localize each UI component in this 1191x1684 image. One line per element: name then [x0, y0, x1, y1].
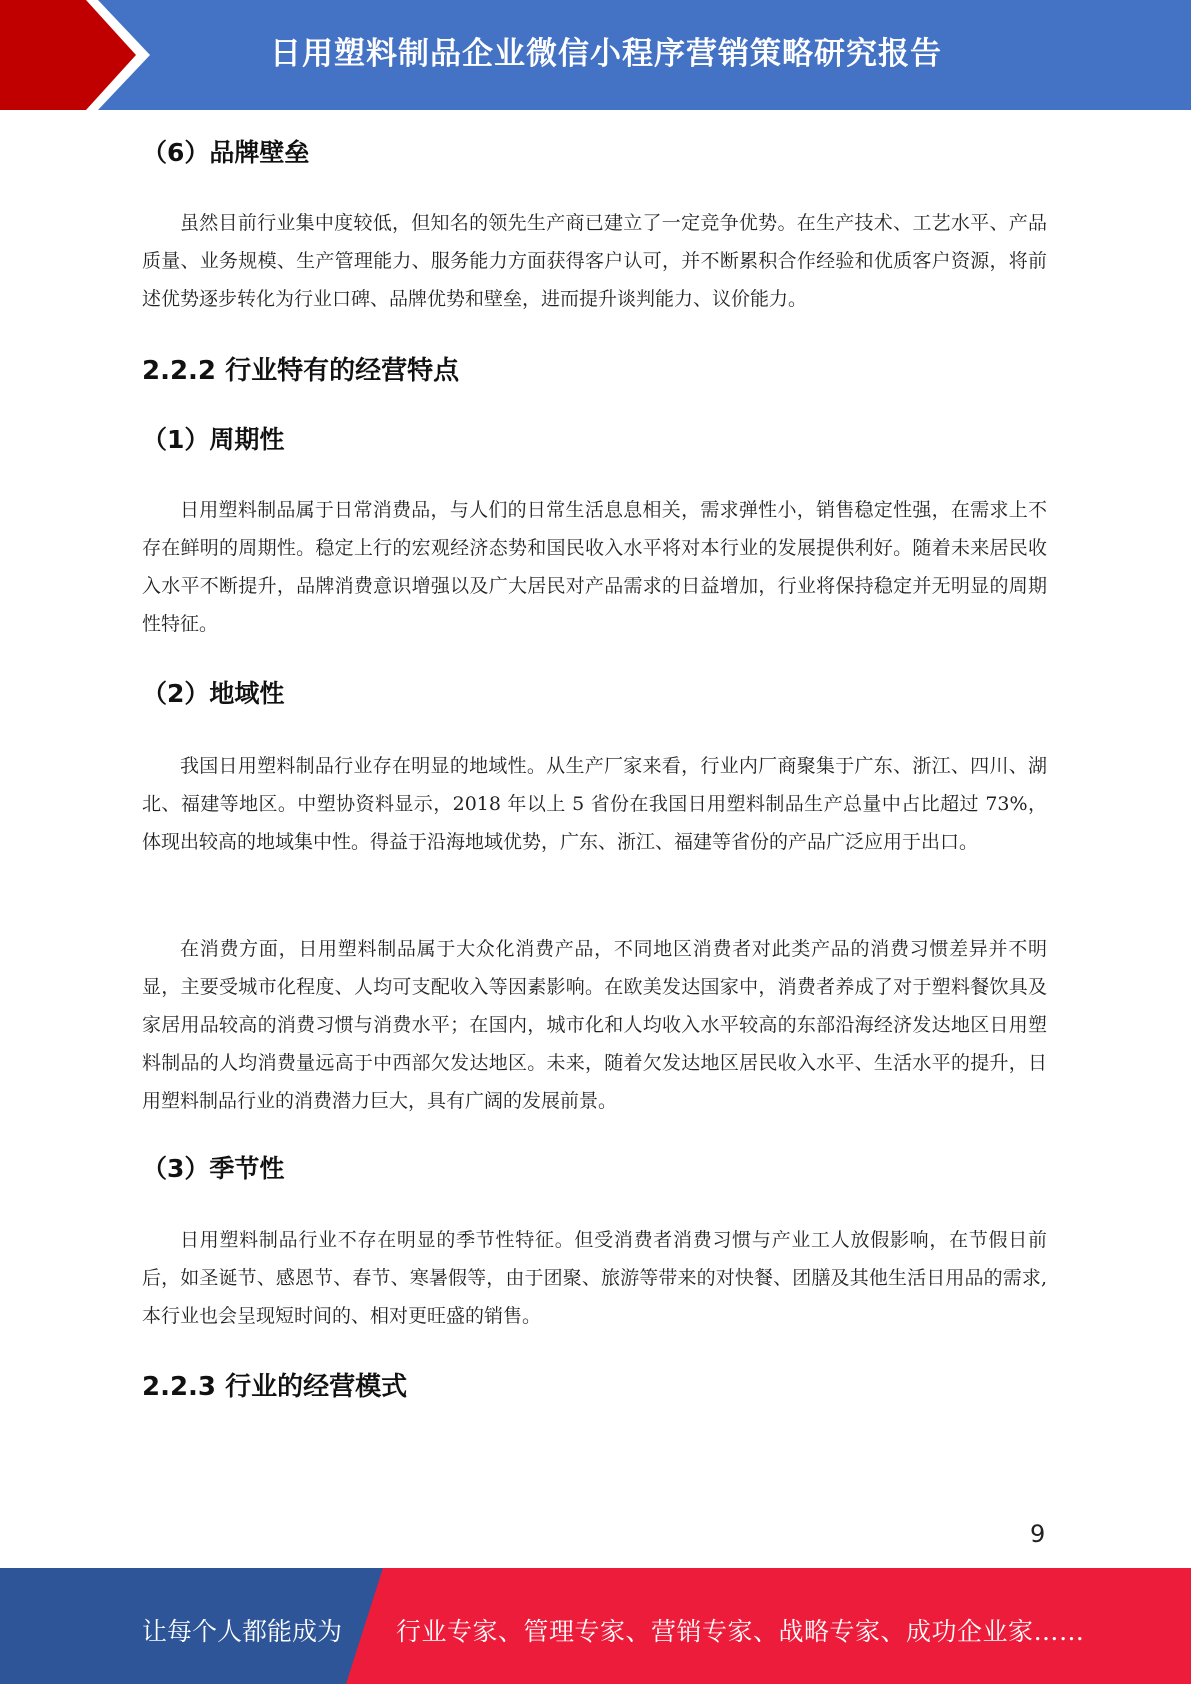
page-number: 9 — [1030, 1520, 1046, 1548]
heading-brand-barrier: （6）品牌壁垒 — [142, 138, 310, 167]
heading-2-2-2: 2.2.2 行业特有的经营特点 — [142, 356, 460, 386]
footer-slogan-right: 行业专家、管理专家、营销专家、战略专家、成功企业家…… — [396, 1617, 1085, 1646]
heading-periodicity: （1）周期性 — [142, 425, 285, 454]
heading-regional: （2）地域性 — [142, 679, 285, 708]
paragraph-brand-barrier: 虽然目前行业集中度较低，但知名的领先生产商已建立了一定竞争优势。在生产技术、工艺水平、产品质量、业务规模、生产管理能力、服务能力方面获得客户认可，并不断累积合作经验和优质客户资源，将前述优势逐步转化为行业口碑、品牌优势和壁垒，进而提升谈判能力、议价能力。 — [142, 212, 1047, 310]
paragraph-periodicity: 日用塑料制品属于日常消费品，与人们的日常生活息息相关，需求弹性小，销售稳定性强，在需求上不存在鲜明的周期性。稳定上行的宏观经济态势和国民收入水平将对本行业的发展提供利好。随着未来居民收入水平不断提升，品牌消费意识增强以及广大居民对产品需求的日益增加，行业将保持稳定并无明显的周期性特征。 — [142, 499, 1047, 635]
paragraph-regional-2: 在消费方面，日用塑料制品属于大众化消费产品，不同地区消费者对此类产品的消费习惯差异并不明显，主要受城市化程度、人均可支配收入等因素影响。在欧美发达国家中，消费者养成了对于塑料餐饮具及家居用品较高的消费习惯与消费水平；在国内，城市化和人均收入水平较高的东部沿海经济发达地区日用塑料制品的人均消费量远高于中西部欠发达地区。未来，随着欠发达地区居民收入水平、生活水平的提升，日用塑料制品行业的消费潜力巨大，具有广阔的发展前景。 — [142, 938, 1047, 1112]
page-header — [0, 0, 1191, 110]
header-title: 日用塑料制品企业微信小程序营销策略研究报告 — [270, 36, 942, 72]
paragraph-seasonal: 日用塑料制品行业不存在明显的季节性特征。但受消费者消费习惯与产业工人放假影响，在节假日前后，如圣诞节、感恩节、春节、寒暑假等，由于团聚、旅游等带来的对快餐、团膳及其他生活日用品的需求,本行业也会呈现短时间的、相对更旺盛的销售。 — [142, 1229, 1047, 1327]
heading-seasonal: （3）季节性 — [142, 1154, 285, 1183]
heading-2-2-3: 2.2.3 行业的经营模式 — [142, 1372, 408, 1402]
paragraph-regional-1: 我国日用塑料制品行业存在明显的地域性。从生产厂家来看，行业内厂商聚集于广东、浙江、四川、湖北、福建等地区。中塑协资料显示，2018 年以上 5 省份在我国日用塑料制品生产总量中占比超过 73%，体现出较高的地域集中性。得益于沿海地域优势，广东、浙江、福建等省份的产品广泛应用于出口。 — [142, 755, 1047, 853]
footer-slogan-left: 让每个人都能成为 — [142, 1617, 343, 1646]
page-footer — [0, 1568, 1191, 1684]
